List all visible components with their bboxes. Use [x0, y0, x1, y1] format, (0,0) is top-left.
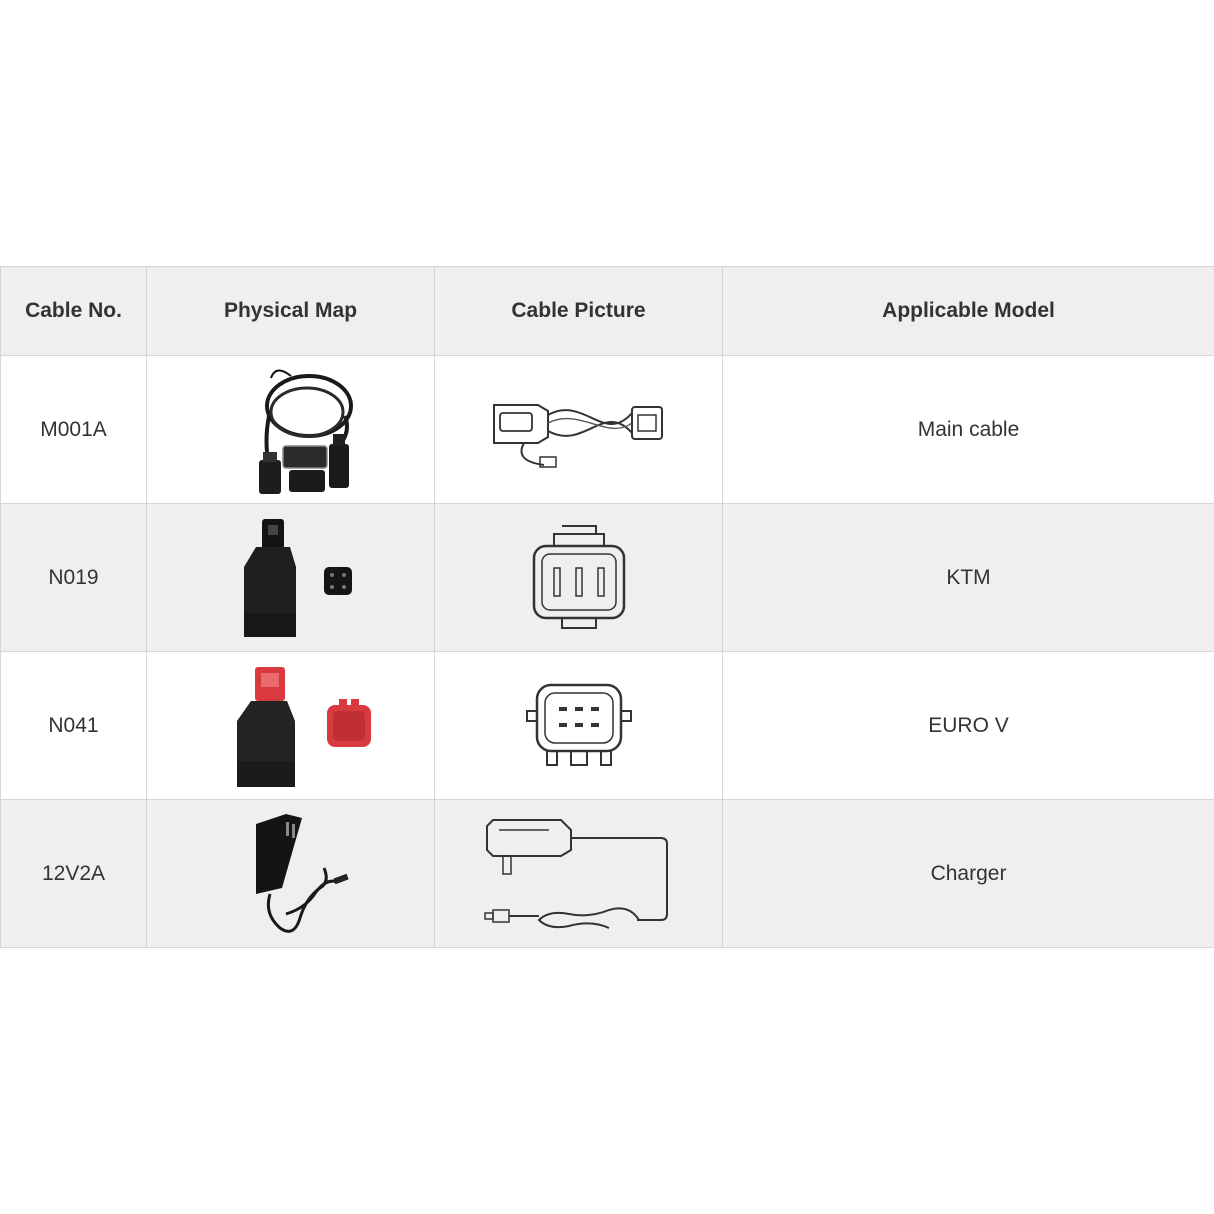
- header-applicable-model: Applicable Model: [723, 267, 1214, 356]
- cable-picture-cell: [435, 356, 723, 504]
- header-physical-map: Physical Map: [147, 267, 435, 356]
- table-row: [1, 652, 1214, 800]
- table-row: [1, 800, 1214, 948]
- charger-photo-icon: [226, 804, 356, 944]
- ktm-adapter-photo-icon: [216, 513, 366, 643]
- table-row: [1, 356, 1214, 504]
- applicable-model-cell: KTM: [723, 504, 1214, 652]
- physical-map-cell: [147, 800, 435, 948]
- table-row: [1, 504, 1214, 652]
- header-cable-picture: Cable Picture: [435, 267, 723, 356]
- charger-drawing-icon: [479, 810, 679, 938]
- cable-picture-cell: [435, 652, 723, 800]
- cable-table: [0, 266, 1214, 948]
- cable-no-cell: M001A: [1, 356, 147, 504]
- ktm-connector-drawing-icon: [524, 518, 634, 638]
- cable-picture-cell: [435, 504, 723, 652]
- physical-map-cell: [147, 504, 435, 652]
- cable-no-cell: N019: [1, 504, 147, 652]
- main-cable-drawing-icon: [484, 385, 674, 475]
- euro-v-connector-drawing-icon: [519, 671, 639, 781]
- header-cable-no: Cable No.: [1, 267, 147, 356]
- applicable-model-cell: Charger: [723, 800, 1214, 948]
- cable-no-cell: N041: [1, 652, 147, 800]
- physical-map-cell: [147, 652, 435, 800]
- euro-v-adapter-photo-icon: [201, 661, 381, 791]
- physical-map-cell: [147, 356, 435, 504]
- main-cable-photo-icon: [221, 360, 361, 500]
- table-header-row: [1, 267, 1214, 356]
- applicable-model-cell: Main cable: [723, 356, 1214, 504]
- cable-no-cell: 12V2A: [1, 800, 147, 948]
- cable-picture-cell: [435, 800, 723, 948]
- applicable-model-cell: EURO V: [723, 652, 1214, 800]
